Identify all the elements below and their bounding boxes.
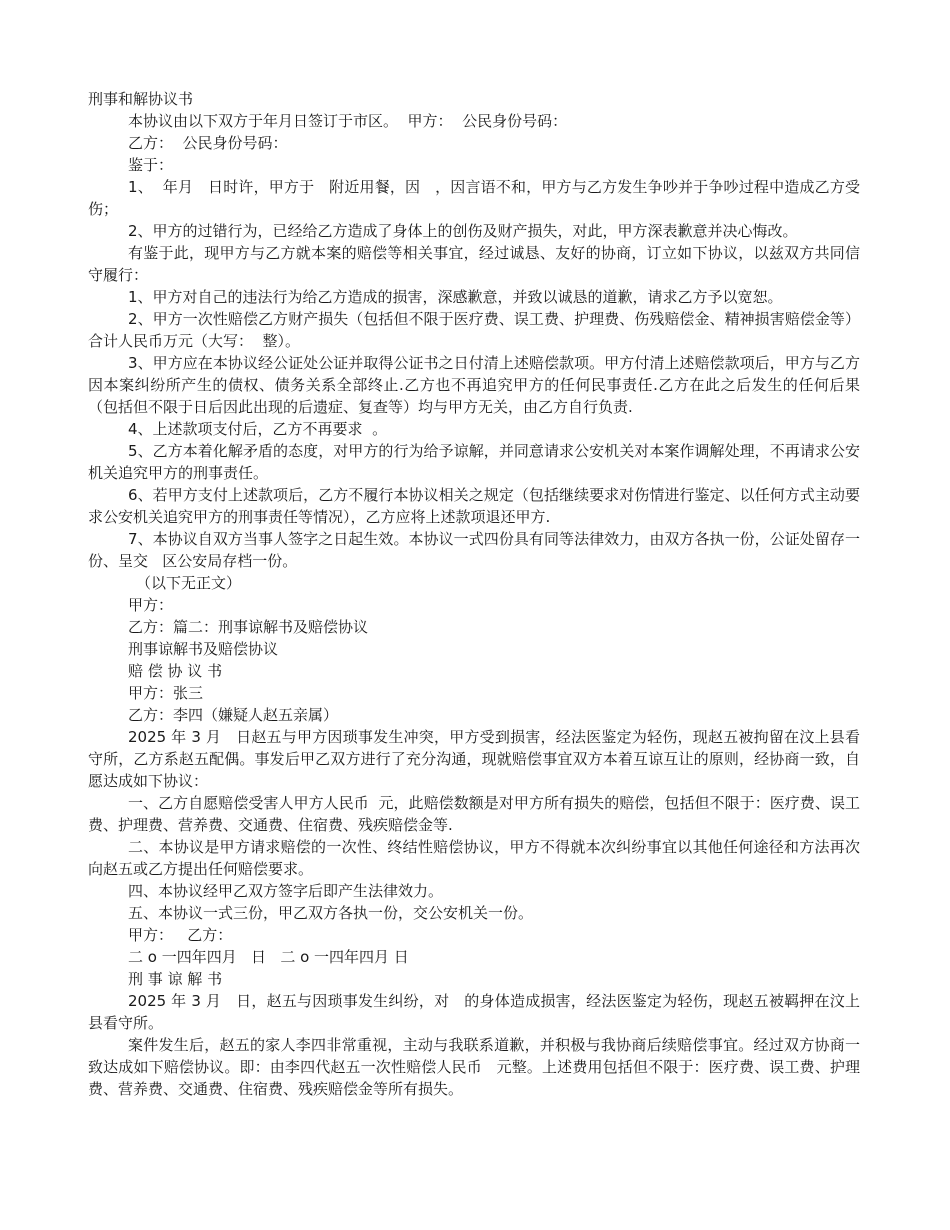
paragraph: 7、本协议自双方当事人签字之日起生效。本协议一式四份具有同等法律效力，由双方各执一份，公证处留存一份、呈交 区公安局存档一份。: [88, 530, 860, 570]
paragraph: 本协议由以下双方于年月日签订于市区。 甲方： 公民身份号码：: [128, 112, 568, 130]
paragraph: 四、本协议经甲乙双方签字后即产生法律效力。: [128, 882, 444, 900]
paragraph: 案件发生后，赵五的家人李四非常重视，主动与我联系道歉，并积极与我协商后续赔偿事宜。经过双方协商一致达成如下赔偿协议。即：由李四代赵五一次性赔偿人民币 元整。上述费用包括但不限于：医疗费、误工费、护理费、营养费、交通费、住宿费、残疾赔偿金等所有损失。: [88, 1036, 860, 1098]
section-heading: 刑 事 谅 解 书: [128, 970, 223, 988]
signature-line: 甲方： 乙方：: [128, 926, 233, 944]
paragraph: 6、若甲方支付上述款项后，乙方不履行本协议相关之规定（包括继续要求对伤情进行鉴定、以任何方式主动要求公安机关追究甲方的刑事责任等情况），乙方应将上述款项退还甲方.: [88, 486, 860, 526]
paragraph: 有鉴于此，现甲方与乙方就本案的赔偿等相关事宜，经过诚恳、友好的协商，订立如下协议，以兹双方共同信守履行：: [88, 244, 860, 284]
section-heading: 赔 偿 协 议 书: [128, 662, 223, 680]
paragraph: 4、上述款项支付后，乙方不再要求 。: [128, 420, 388, 438]
document-page: [88, 88, 860, 1100]
paragraph: 2025 年 3 月 日赵五与甲方因琐事发生冲突，甲方受到损害，经法医鉴定为轻伤，现赵五被拘留在汶上县看守所，乙方系赵五配偶。事发后甲乙双方进行了充分沟通，现就赔偿事宜双方本着互谅互让的原则，经协商一致，自愿达成如下协议：: [88, 728, 860, 790]
paragraph: 鉴于：: [128, 156, 174, 174]
paragraph: 2、甲方的过错行为，已经给乙方造成了身体上的创伤及财产损失，对此，甲方深表歉意并决心悔改。: [128, 222, 798, 240]
paragraph: 一、乙方自愿赔偿受害人甲方人民币 元，此赔偿数额是对甲方所有损失的赔偿，包括但不限于：医疗费、误工费、护理费、营养费、交通费、住宿费、残疾赔偿金等.: [88, 794, 860, 834]
paragraph: 乙方： 公民身份号码：: [128, 134, 288, 152]
section-heading: 刑事谅解书及赔偿协议: [128, 640, 279, 658]
paragraph: 2、甲方一次性赔偿乙方财产损失（包括但不限于医疗费、误工费、护理费、伤残赔偿金、精神损害赔偿金等）合计人民币万元（大写： 整）。: [88, 310, 860, 350]
paragraph: 乙方：李四（嫌疑人赵五亲属）: [128, 706, 339, 724]
paragraph: 2025 年 3 月 日，赵五与因琐事发生纠纷，对 的身体造成损害，经法医鉴定为轻伤，现赵五被羁押在汶上县看守所。: [88, 992, 860, 1032]
paragraph: 甲方：: [128, 596, 174, 614]
paragraph: 甲方：张三: [128, 684, 204, 702]
document-title: 刑事和解协议书: [88, 90, 194, 108]
paragraph: 二、本协议是甲方请求赔偿的一次性、终结性赔偿协议，甲方不得就本次纠纷事宜以其他任何途径和方法再次向赵五或乙方提出任何赔偿要求。: [88, 838, 860, 878]
paragraph: 1、甲方对自己的违法行为给乙方造成的损害，深感歉意，并致以诚恳的道歉，请求乙方予以宽恕。: [128, 288, 783, 306]
paragraph: 1、 年月 日时许，甲方于 附近用餐，因 ，因言语不和，甲方与乙方发生争吵并于争吵过程中造成乙方受伤；: [88, 178, 860, 218]
date-line: 二 o 一四年四月 日 二 o 一四年四月 日: [128, 948, 409, 966]
paragraph: 5、乙方本着化解矛盾的态度，对甲方的行为给予谅解，并同意请求公安机关对本案作调解处理，不再请求公安机关追究甲方的刑事责任。: [88, 442, 860, 482]
paragraph: 五、本协议一式三份，甲乙双方各执一份，交公安机关一份。: [128, 904, 534, 922]
paragraph: 乙方：篇二：刑事谅解书及赔偿协议: [128, 618, 369, 636]
paragraph: （以下无正文）: [136, 574, 242, 592]
paragraph: 3、甲方应在本协议经公证处公证并取得公证书之日付清上述赔偿款项。甲方付清上述赔偿款项后，甲方与乙方因本案纠纷所产生的债权、债务关系全部终止.乙方也不再追究甲方的任何民事责任.乙方在此之后发生的任何后果（包括但不限于日后因此出现的后遗症、复查等）均与甲方无关，由乙方自行负责.: [88, 354, 860, 416]
